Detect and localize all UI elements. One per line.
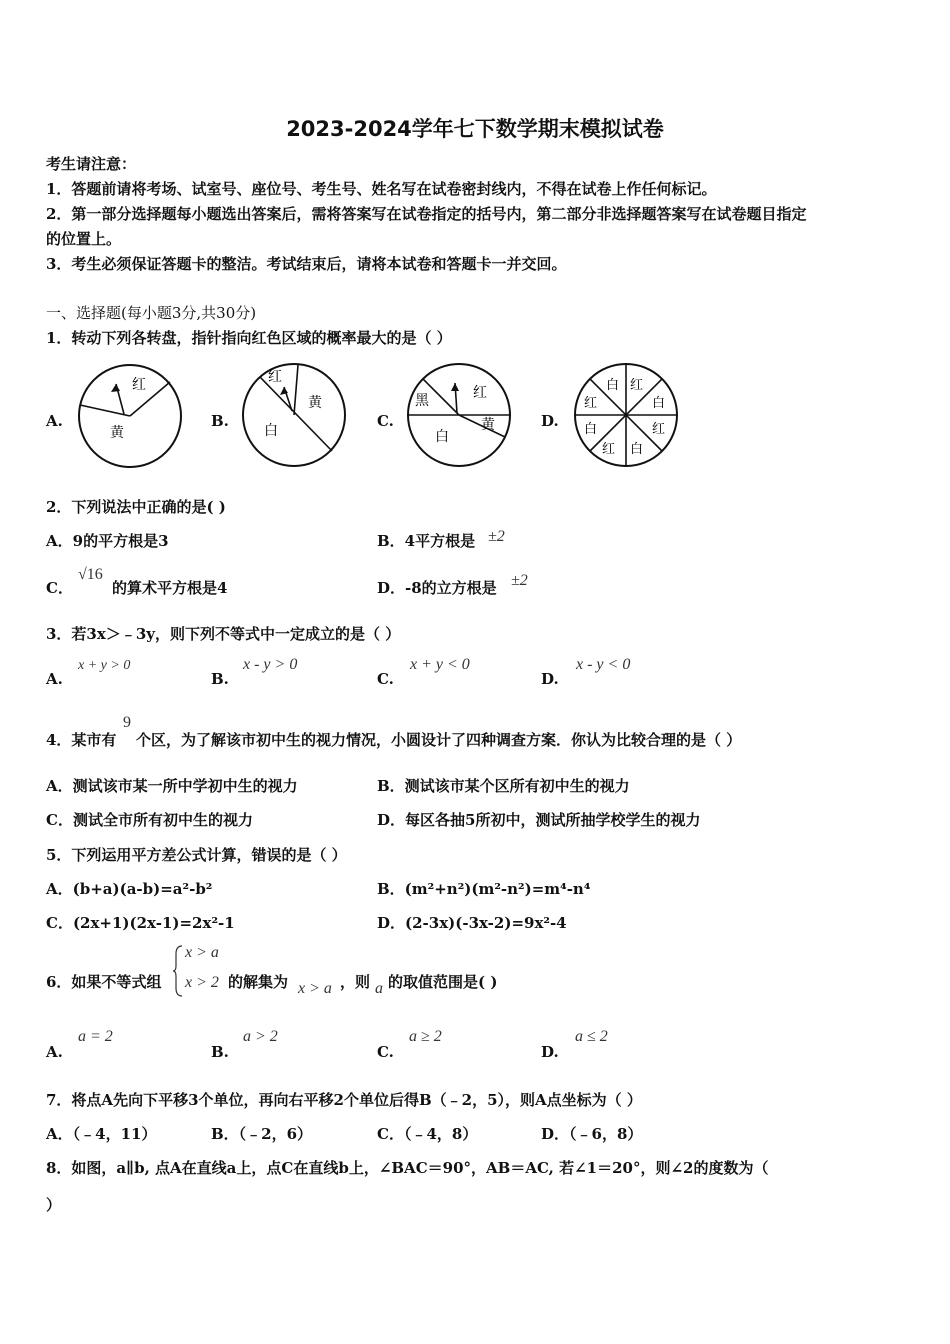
option-b: B．4平方根是	[377, 532, 476, 550]
question-3-stem: 3．若3x＞﹣3y，则下列不等式中一定成立的是（ ）	[46, 625, 401, 643]
question-8-stem-cont: ）	[46, 1196, 62, 1214]
option-label: C.	[377, 670, 394, 688]
question-7-stem: 7．将点A先向下平移3个单位，再向右平移2个单位后得B（﹣2，5），则A点坐标为（ ）	[46, 1091, 642, 1109]
wheel-label: 黄	[481, 417, 495, 433]
wheel-label: 红	[652, 422, 666, 437]
option-label: B.	[211, 412, 229, 430]
option-a: A．测试该市某一所中学初中生的视力	[46, 777, 298, 795]
option-math: x - y > 0	[243, 656, 298, 673]
section-heading: 一、选择题(每小题3分,共30分)	[46, 304, 257, 322]
wheel-label: 白	[435, 429, 449, 445]
option-math: x + y < 0	[410, 656, 470, 673]
system-line-1: x > a	[185, 944, 219, 961]
option-a: A．（﹣4，11）	[46, 1125, 157, 1143]
option-d: D．（﹣6，8）	[541, 1125, 643, 1143]
notice-heading: 考生请注意：	[46, 155, 137, 173]
wheel-label: 红	[473, 385, 487, 401]
wheel-label: 白	[584, 422, 598, 437]
wheel-b	[240, 361, 348, 469]
option-label: D.	[541, 412, 559, 430]
option-c-text: 的算术平方根是4	[112, 579, 228, 597]
option-c: C．测试全市所有初中生的视力	[46, 811, 253, 829]
option-label: B.	[211, 670, 229, 688]
notice-item: 的位置上。	[46, 230, 122, 248]
wheel-label: 红	[132, 377, 146, 393]
solution-math: x > a	[298, 980, 332, 997]
wheel-label: 白	[264, 423, 278, 439]
wheel-label: 黄	[110, 425, 124, 441]
option-b-math: ±2	[488, 528, 505, 545]
wheel-label: 黑	[415, 393, 429, 409]
wheel-label: 黄	[308, 395, 322, 411]
option-label: D.	[541, 1043, 559, 1061]
option-c: C．(2x+1)(2x-1)=2x²-1	[46, 914, 235, 932]
wheel-c	[405, 361, 513, 469]
option-b: B．(m²+n²)(m²-n²)=m⁴-n⁴	[377, 880, 591, 898]
option-label: D.	[541, 670, 559, 688]
question-4-stem-rest: 个区，为了解该市初中生的视力情况，小圆设计了四种调查方案．你认为比较合理的是（ ）	[136, 731, 742, 749]
question-6-stem: 的解集为	[228, 973, 289, 991]
option-a: A．(b+a)(a-b)=a²-b²	[46, 880, 213, 898]
option-c-math: √16	[78, 566, 103, 583]
question-1-stem: 1．转动下列各转盘，指针指向红色区域的概率最大的是（ ）	[46, 329, 452, 347]
wheel-d	[572, 361, 680, 469]
notice-item: 1．答题前请将考场、试室号、座位号、考生号、姓名写在试卷密封线内，不得在试卷上作任何标记。	[46, 180, 717, 198]
wheel-label: 红	[584, 396, 598, 411]
notice-item: 2．第一部分选择题每小题选出答案后，需将答案写在试卷指定的括号内，第二部分非选择题答案写在试卷题目指定	[46, 205, 807, 223]
option-d: D．(2-3x)(-3x-2)=9x²-4	[377, 914, 567, 932]
page-title: 2023-2024学年七下数学期末模拟试卷	[286, 117, 664, 141]
brace-icon	[172, 944, 184, 998]
question-8-stem: 8．如图，a∥b, 点A在直线a上，点C在直线b上，∠BAC＝90°，AB＝AC, 若∠1＝20°，则∠2的度数为（	[46, 1159, 769, 1177]
option-math: a ≥ 2	[409, 1028, 442, 1045]
wheel-label: 红	[268, 369, 282, 385]
question-2-stem: 2．下列说法中正确的是( )	[46, 498, 226, 516]
option-label: B.	[211, 1043, 229, 1061]
option-b: B．（﹣2，6）	[211, 1125, 313, 1143]
option-math: x + y > 0	[78, 658, 131, 673]
option-math: a > 2	[243, 1028, 278, 1045]
question-4-stem: 4．某市有	[46, 731, 117, 749]
wheel-label: 红	[630, 378, 644, 393]
question-5-stem: 5．下列运用平方差公式计算，错误的是（ ）	[46, 846, 347, 864]
option-a: A．9的平方根是3	[46, 532, 169, 550]
option-d: D．每区各抽5所初中，测试所抽学校学生的视力	[377, 811, 701, 829]
option-label: A.	[46, 1043, 63, 1061]
wheel-label: 白	[606, 378, 620, 393]
option-label: A.	[46, 412, 63, 430]
option-label: C.	[377, 412, 394, 430]
question-6-stem: 的取值范围是( )	[388, 973, 498, 991]
system-line-2: x > 2	[185, 974, 219, 991]
option-math: a = 2	[78, 1028, 113, 1045]
question-6-stem: 6．如果不等式组	[46, 973, 162, 991]
option-d: D．-8的立方根是	[377, 579, 497, 597]
option-label: C.	[377, 1043, 394, 1061]
option-d-math: ±2	[511, 572, 528, 589]
wheel-label: 白	[630, 442, 644, 457]
option-c: C．（﹣4，8）	[377, 1125, 478, 1143]
question-4-number: 9	[123, 714, 131, 731]
wheel-label: 红	[602, 442, 616, 457]
question-6-stem: ，则	[340, 973, 371, 991]
option-c-label: C．	[46, 579, 73, 597]
option-math: a ≤ 2	[575, 1028, 608, 1045]
notice-item: 3．考生必须保证答题卡的整洁。考试结束后，请将本试卷和答题卡一并交回。	[46, 255, 567, 273]
variable-math: a	[375, 980, 383, 997]
option-b: B．测试该市某个区所有初中生的视力	[377, 777, 630, 795]
wheel-label: 白	[652, 396, 666, 411]
wheel-a	[76, 362, 184, 470]
option-math: x - y < 0	[576, 656, 631, 673]
option-label: A.	[46, 670, 63, 688]
